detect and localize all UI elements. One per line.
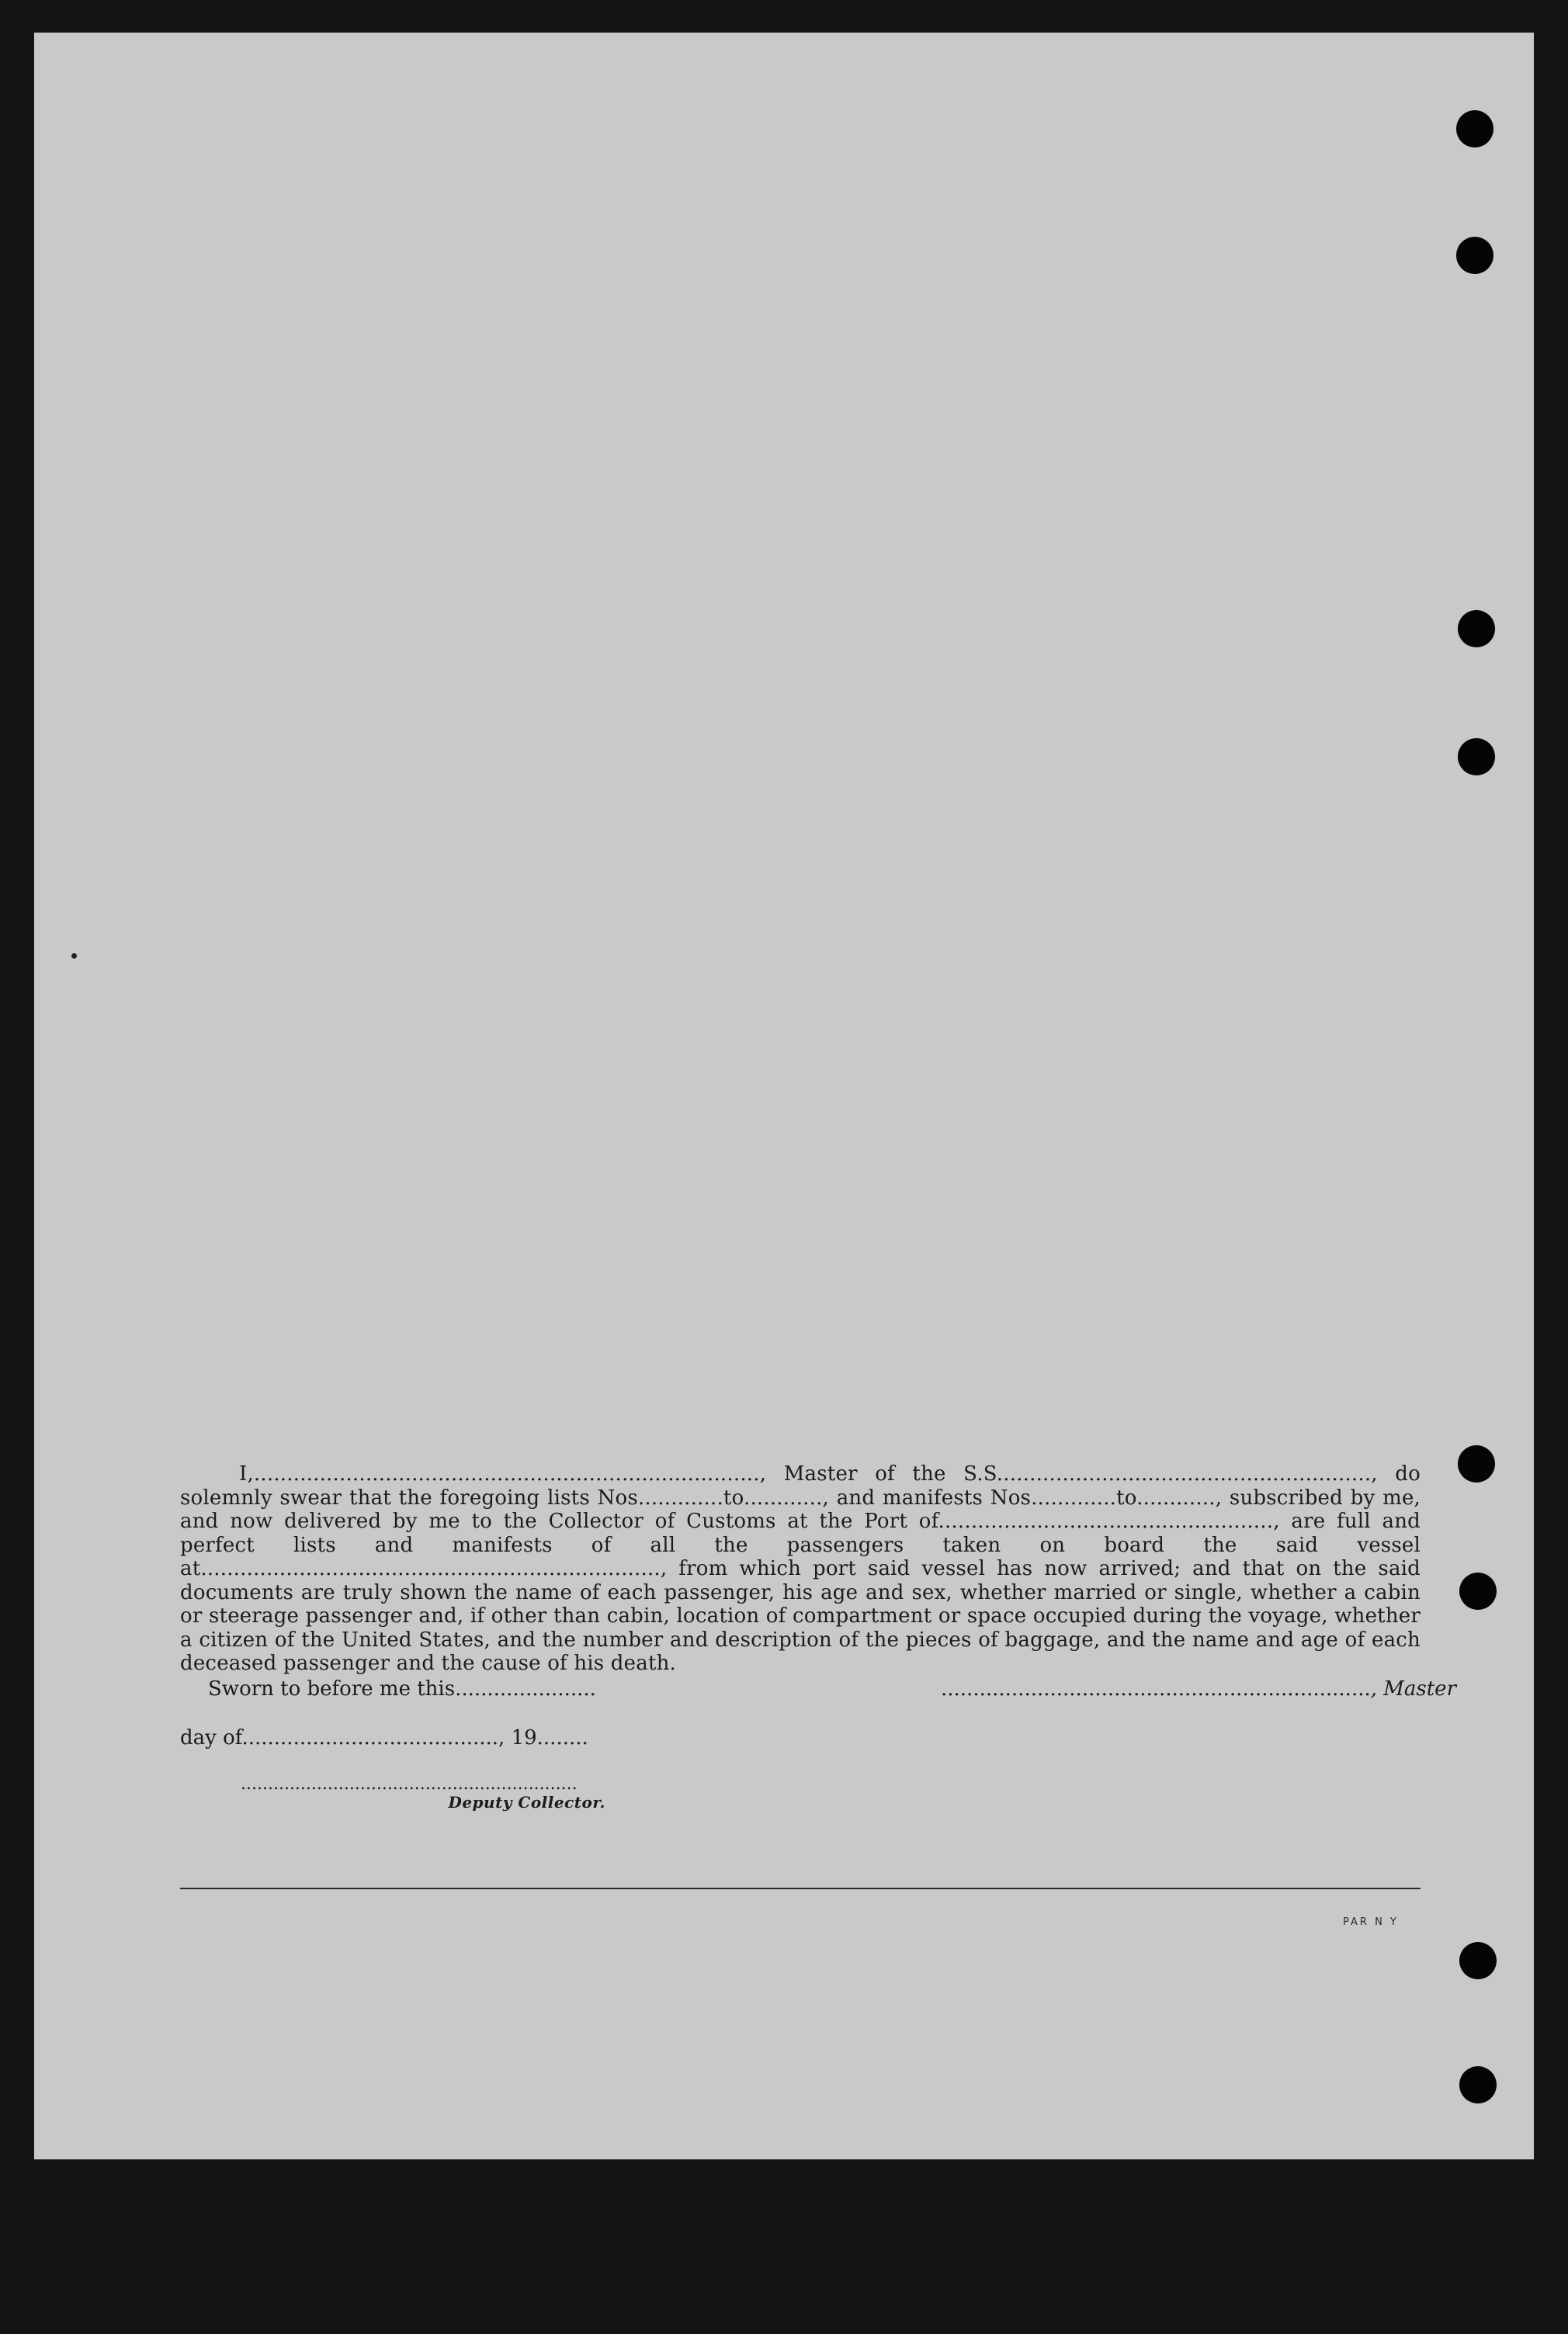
master-signature-line [941,1677,1456,1701]
punch-hole [1459,1942,1497,1979]
ink-speck [71,953,77,959]
oath-paragraph: I,............................................................................., Master of the S.S........................................................., do solemnly swear that the foregoing lists Nos.............to............, and manifests Nos.............to............, subscribed by me, and now delivered by me to the Collector of Customs at the Port of..................................................., are full and perfect lists and manifests of all the passengers taken on board the said vessel at......................................................................, from which port said vessel has now arrived; and that on the said documents are truly shown the name of each passenger, his age and sex, whether married or single, whether a cabin or steerage passenger and, if other than cabin, location of compartment or space occupied during the voyage, whether a citizen of the United States, and the number and description of the pieces of baggage, and the name and age of each deceased passenger and the cause of his death. [180,1462,1421,1675]
master-label: , Master [1370,1677,1456,1701]
deputy-collector-label: Deputy Collector. [448,1793,605,1812]
punch-hole [1456,110,1493,147]
deputy-signature-dots: .............................................................. [241,1774,578,1794]
punch-hole [1458,610,1495,647]
punch-hole [1459,2066,1497,2103]
punch-hole [1458,738,1495,775]
punch-hole [1458,1445,1495,1483]
date-line: day of........................................, 19........ [180,1726,588,1750]
printer-mark: PAR N Y [1343,1916,1399,1928]
master-signature-dots: ................................................................... [941,1677,1371,1701]
punch-hole [1459,1573,1497,1610]
document-page [34,33,1534,2159]
sworn-line: Sworn to before me this...................... [208,1677,596,1701]
punch-hole [1456,237,1493,274]
faded-page-mark [135,102,252,196]
horizontal-rule [180,1888,1421,1889]
